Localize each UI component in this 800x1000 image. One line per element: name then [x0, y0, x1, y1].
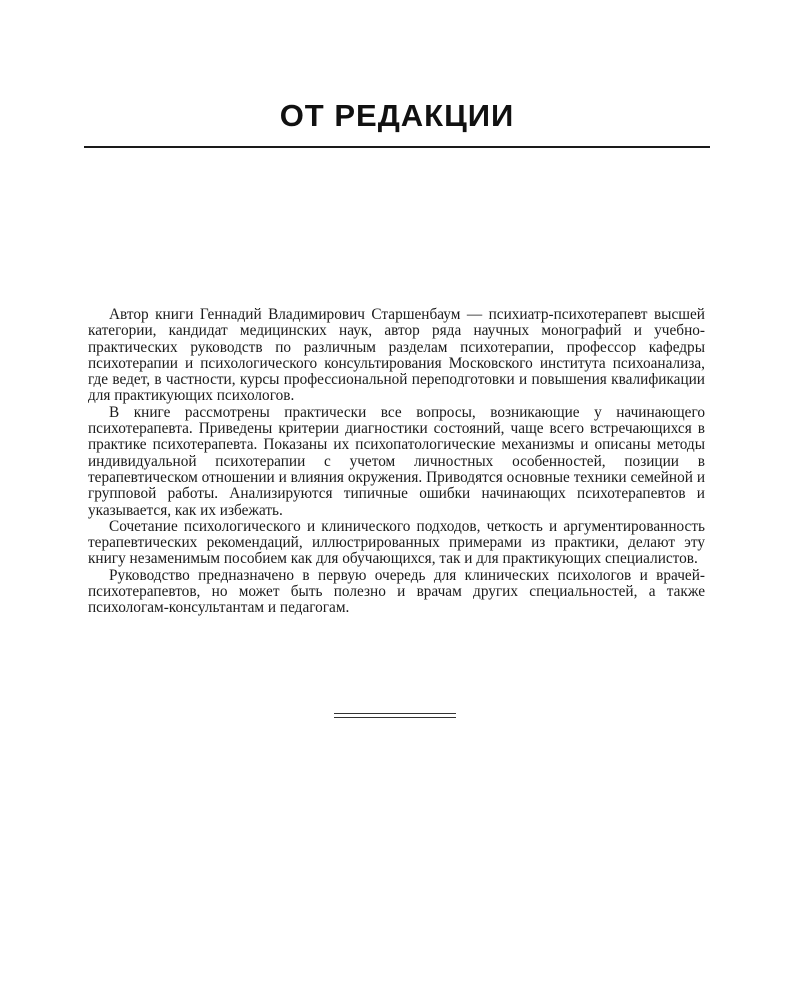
body-text	[88, 307, 705, 617]
title-underline-divider	[84, 146, 710, 148]
paragraph-author: Автор книги Геннадий Владимирович Старшенбаум — психиатр-психотерапевт высшей категории, кандидат медицинских наук, автор ряда научных монографий и учебно-практических руководств по различным разделам психотерапии, профессор кафедры психотерапии и психологического консультирования Московского института психоанализа, где ведет, в частности, курсы профессиональной переподготовки и повышения квалификации для практикующих психологов.	[88, 306, 705, 405]
end-divider-bottom	[334, 717, 456, 718]
paragraph-approach: Сочетание психологического и клинического подходов, четкость и аргументированность терапевтических рекомендаций, иллюстрированных примерами из практики, делают эту книгу незаменимым пособием как для обучающихся, так и для практикующих специалистов.	[88, 517, 705, 568]
paragraph-audience: Руководство предназначено в первую очередь для клинических психологов и врачей-психотерапевтов, но может быть полезно и врачам других специальностей, а также психологам-консультантам и педагогам.	[88, 566, 705, 617]
paragraph-content: В книге рассмотрены практически все вопросы, возникающие у начинающего психотерапевта. Приведены критерии диагностики состояний, чаще всего встречающихся в практике психотерапевта. Показаны их психопатологические механизмы и описаны методы индивидуальной психотерапии с учетом личностных особенностей, позиции в терапевтическом отношении и влияния окружения. Приводятся основные техники семейной и групповой работы. Анализируются типичные ошибки начинающих психотерапевтов и указывается, как их избежать.	[88, 403, 705, 519]
page-title: ОТ РЕДАКЦИИ	[279, 98, 515, 133]
end-divider-top	[334, 713, 456, 714]
